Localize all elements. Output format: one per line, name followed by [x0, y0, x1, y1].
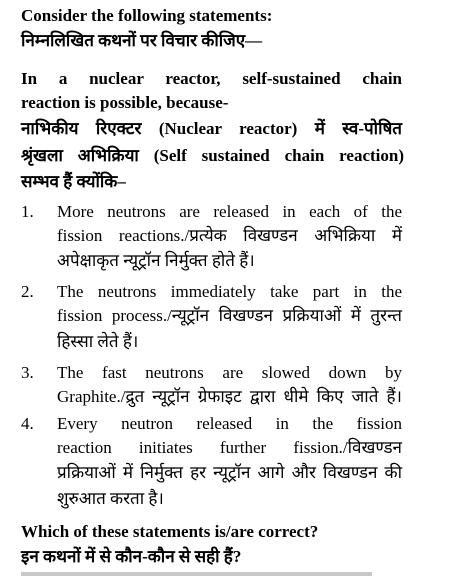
stem-hindi-line-2: श्रृंखला अभिक्रिया (Self sustained chain reaction)	[21, 146, 404, 165]
statement-2-line-3: हिस्सा लेते हैं।	[57, 332, 139, 351]
statement-4-line-3: प्रक्रियाओं में निर्मुक्त हर न्यूट्रॉन आगे और विखण्डन की	[57, 463, 402, 482]
statement-number: 4.	[21, 414, 34, 433]
statement-number: 2.	[21, 282, 34, 301]
statement-4-line-2: reaction initiates further fission./विखण्डन	[57, 438, 402, 457]
question-hindi: इन कथनों में से कौन-कौन से सही हैं?	[21, 547, 242, 566]
bottom-divider	[21, 572, 372, 576]
stem-english-line-2: reaction is possible, because-	[21, 93, 229, 112]
instruction-hindi: निम्नलिखित कथनों पर विचार कीजिए—	[21, 31, 263, 50]
statement-number: 3.	[21, 363, 34, 382]
statement-1-line-3: अपेक्षाकृत न्यूट्रॉन निर्मुक्त होते हैं।	[57, 251, 255, 270]
stem-english-line-1: In a nuclear reactor, self-sustained chain	[21, 69, 402, 88]
statement-3-line-1: The fast neutrons are slowed down by	[57, 363, 402, 382]
instruction-english: Consider the following statements:	[21, 6, 273, 25]
stem-hindi-line-1: नाभिकीय रिएक्टर (Nuclear reactor) में स्व-पोषित	[21, 119, 402, 138]
statement-number: 1.	[21, 202, 34, 221]
statement-2-line-2: fission process./न्यूट्रॉन विखण्डन प्रक्रियाओं में तुरन्त	[57, 306, 402, 325]
stem-hindi-line-3: सम्भव हैं क्योंकि–	[21, 172, 126, 191]
question-english: Which of these statements is/are correct?	[21, 522, 319, 541]
statement-1-line-2: fission reactions./प्रत्येक विखण्डन अभिक्रिया में	[57, 226, 402, 245]
statement-2-line-1: The neutrons immediately take part in the	[57, 282, 402, 301]
statement-3-line-2: Graphite./द्रुत न्यूट्रॉन ग्रेफाइट द्वारा धीमे किए जाते हैं।	[57, 387, 402, 406]
statement-4-line-4: शुरुआत करता है।	[57, 489, 164, 508]
statement-4-line-1: Every neutron released in the fission	[57, 414, 402, 433]
statement-1-line-1: More neutrons are released in each of the	[57, 202, 402, 221]
